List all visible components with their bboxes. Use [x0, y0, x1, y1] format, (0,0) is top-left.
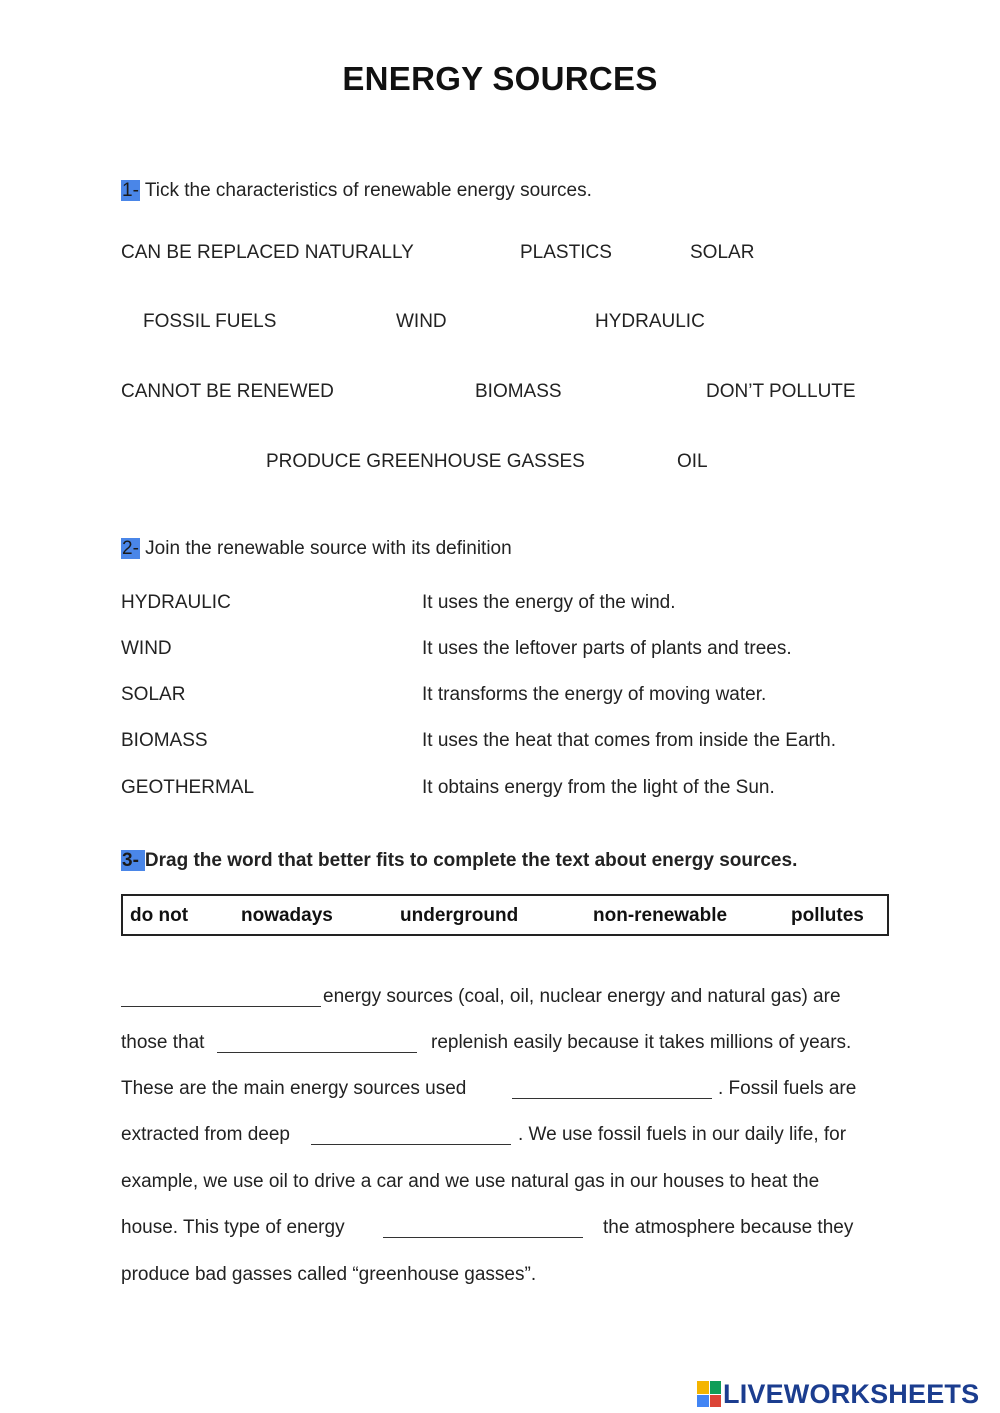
q1-option[interactable]: FOSSIL FUELS	[143, 311, 277, 332]
q1-option[interactable]: DON’T POLLUTE	[706, 381, 856, 402]
text-line: example, we use oil to drive a car and we use natural gas in our houses to heat the	[121, 1171, 820, 1192]
text-line: These are the main energy sources used	[121, 1078, 467, 1099]
text-line: energy sources (coal, oil, nuclear energy and natural gas) are	[323, 986, 841, 1007]
q1-option[interactable]: PRODUCE GREENHOUSE GASSES	[266, 451, 585, 472]
liveworksheets-logo-icon	[697, 1381, 721, 1407]
blank-4[interactable]	[311, 1122, 511, 1145]
question-1	[121, 180, 592, 202]
text-line: those that	[121, 1032, 205, 1053]
text-line: extracted from deep	[121, 1124, 290, 1145]
q2-definition[interactable]: It uses the energy of the wind.	[422, 592, 676, 613]
q1-option[interactable]: CAN BE REPLACED NATURALLY	[121, 242, 414, 263]
blank-2[interactable]	[217, 1030, 417, 1053]
word-bank-item[interactable]: do not	[130, 905, 189, 926]
q2-source[interactable]: SOLAR	[121, 684, 186, 705]
text-line: produce bad gasses called “greenhouse gasses”.	[121, 1264, 537, 1285]
question-1-text: Tick the characteristics of renewable energy sources.	[139, 180, 592, 201]
q1-option[interactable]: CANNOT BE RENEWED	[121, 381, 334, 402]
text-line: . We use fossil fuels in our daily life, for	[518, 1124, 847, 1145]
q1-option[interactable]: WIND	[396, 311, 447, 332]
blank-1[interactable]	[121, 984, 321, 1007]
blank-5[interactable]	[383, 1215, 583, 1238]
q2-definition[interactable]: It uses the leftover parts of plants and trees.	[422, 638, 792, 659]
q1-option[interactable]: PLASTICS	[520, 242, 612, 263]
text-line: the atmosphere because they	[603, 1217, 854, 1238]
q1-option[interactable]: HYDRAULIC	[595, 311, 705, 332]
q2-definition[interactable]: It uses the heat that comes from inside the Earth.	[422, 730, 836, 751]
q1-option[interactable]: SOLAR	[690, 242, 755, 263]
question-1-number: 1-	[122, 180, 139, 201]
page-title: ENERGY SOURCES	[342, 60, 658, 97]
word-bank	[121, 894, 889, 936]
question-3-number: 3-	[121, 850, 145, 871]
text-line: . Fossil fuels are	[718, 1078, 857, 1099]
q1-option[interactable]: BIOMASS	[475, 381, 562, 402]
question-2-number: 2-	[122, 538, 139, 559]
question-3-text: Drag the word that better fits to complete the text about energy sources.	[144, 850, 798, 871]
q1-option[interactable]: OIL	[677, 451, 708, 472]
q2-source[interactable]: BIOMASS	[121, 730, 208, 751]
q2-definition[interactable]: It obtains energy from the light of the Sun.	[422, 777, 775, 798]
q2-source[interactable]: HYDRAULIC	[121, 592, 231, 613]
word-bank-item[interactable]: pollutes	[791, 905, 864, 926]
word-bank-item[interactable]: non-renewable	[593, 905, 728, 926]
word-bank-item[interactable]: underground	[400, 905, 519, 926]
logo-text: LIVEWORKSHEETS	[723, 1378, 980, 1409]
question-2-text: Join the renewable source with its definition	[139, 538, 512, 559]
text-line: replenish easily because it takes millions of years.	[431, 1032, 852, 1053]
q2-source[interactable]: GEOTHERMAL	[121, 777, 255, 798]
q2-source[interactable]: WIND	[121, 638, 172, 659]
text-line: house. This type of energy	[121, 1217, 345, 1238]
question-2	[121, 538, 512, 560]
question-3	[121, 850, 797, 872]
word-bank-item[interactable]: nowadays	[241, 905, 333, 926]
q2-definition[interactable]: It transforms the energy of moving water.	[422, 684, 767, 705]
liveworksheets-logo	[697, 1376, 979, 1412]
blank-3[interactable]	[512, 1076, 712, 1099]
